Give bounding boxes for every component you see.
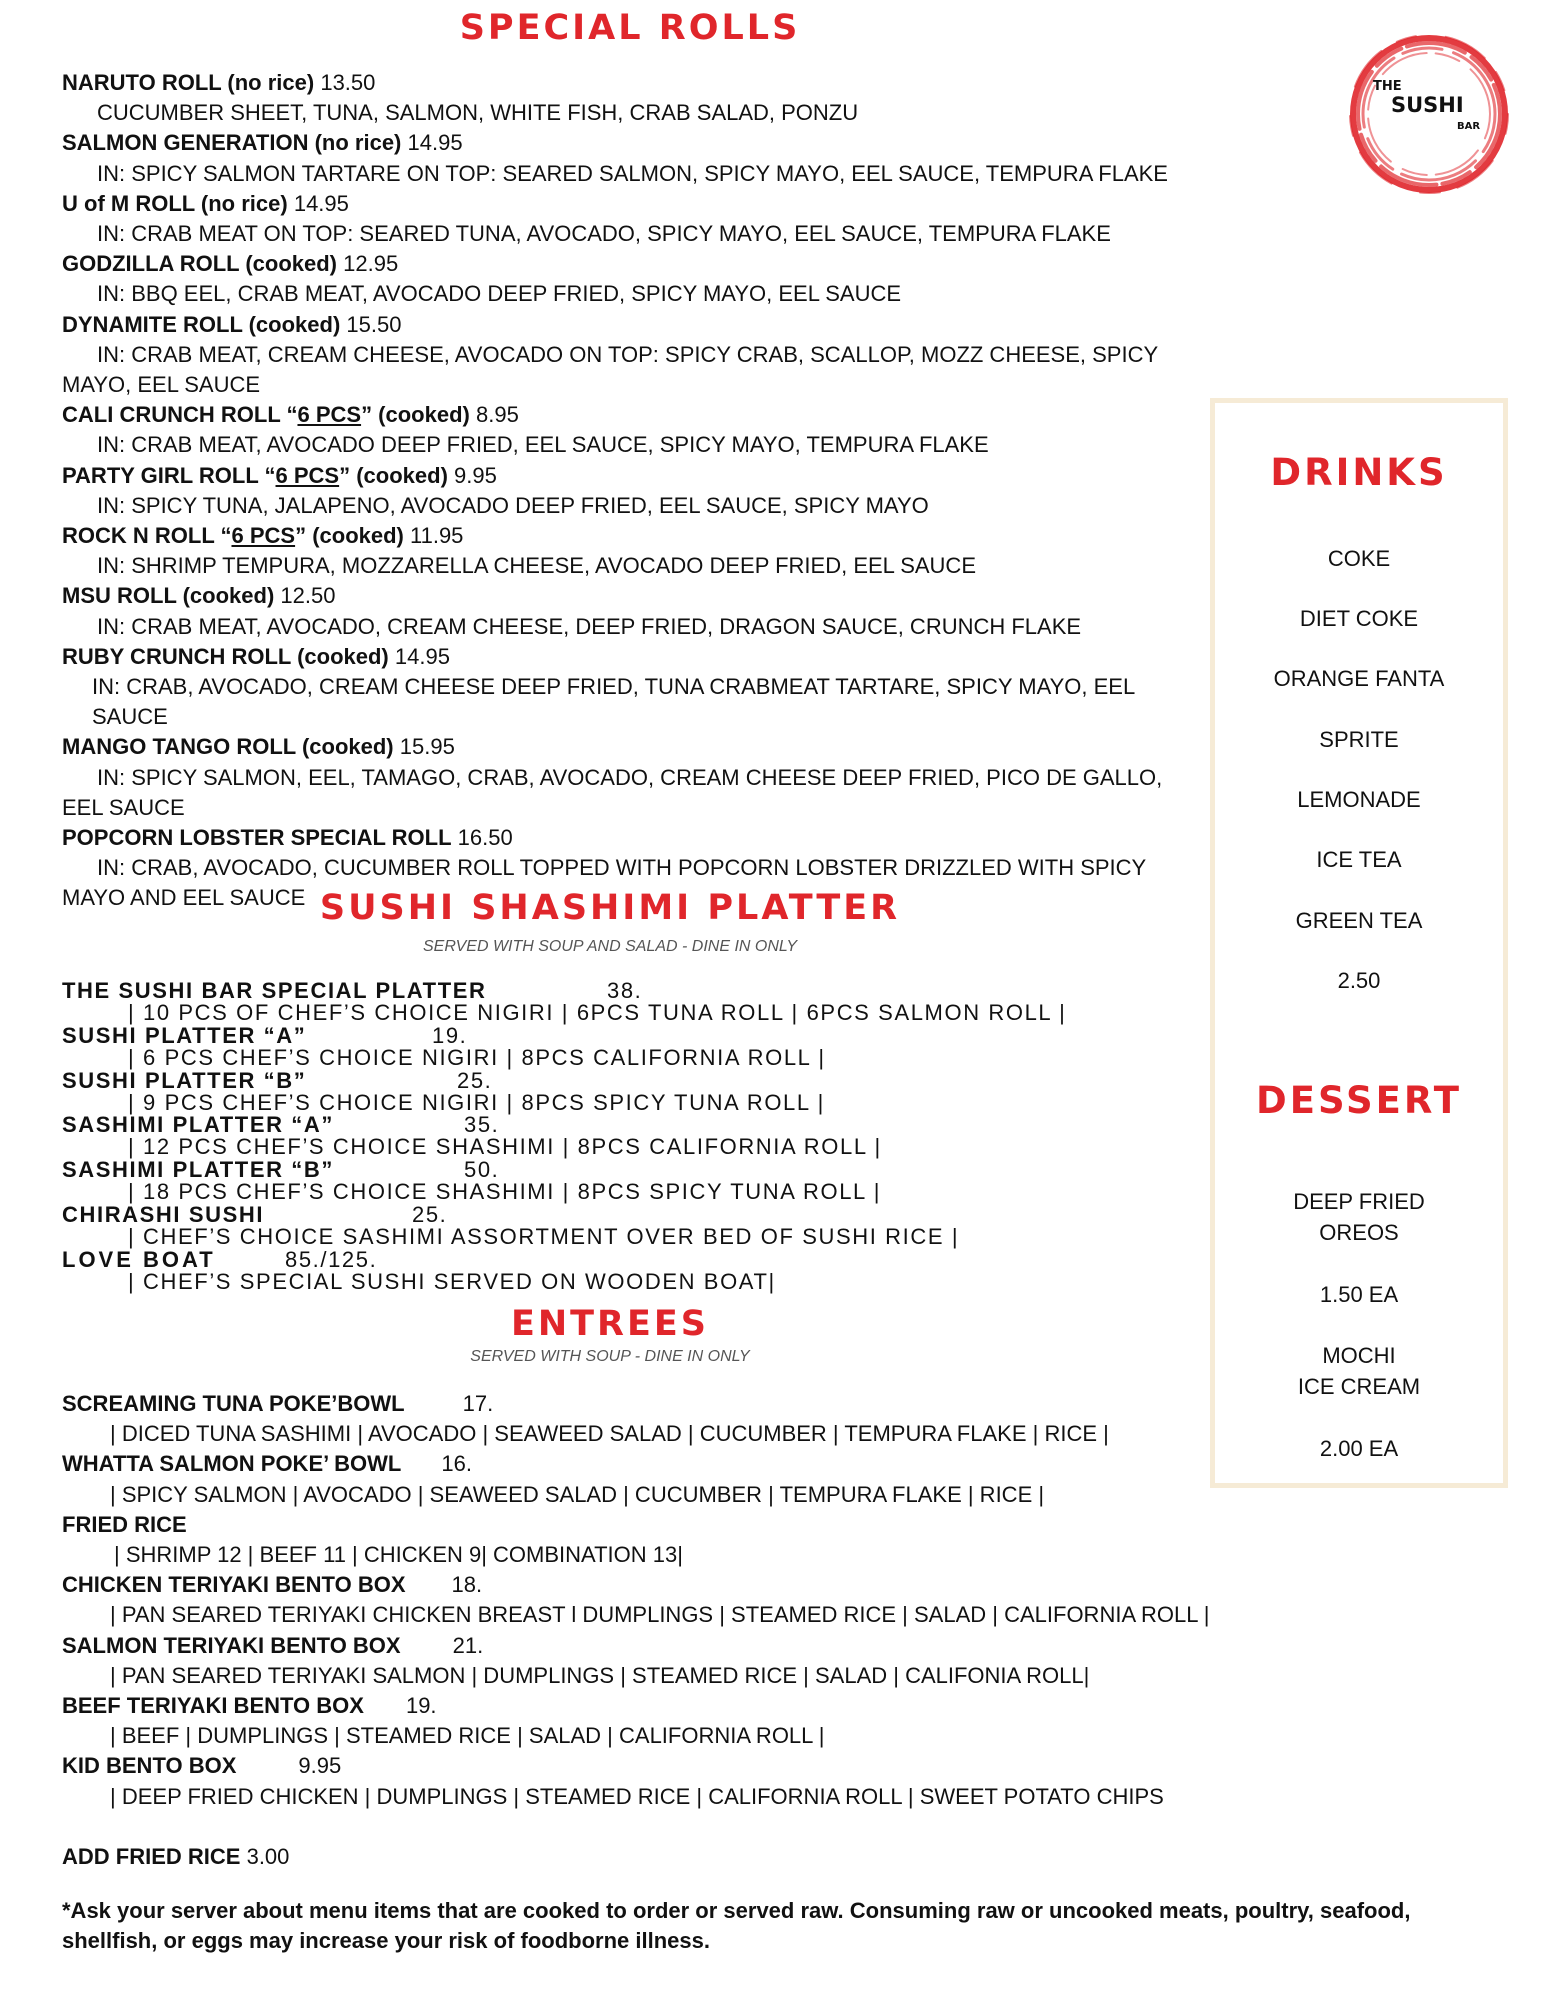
menu-item-name: CALI CRUNCH ROLL “6 PCS” (cooked) 8.95 xyxy=(62,402,519,428)
sidebar-panel xyxy=(1210,398,1508,1488)
entree-item xyxy=(62,1510,1242,1540)
menu-item-name: RUBY CRUNCH ROLL (cooked) 14.95 xyxy=(62,643,450,669)
platter-item-desc: | 10 PCS OF CHEF’S CHOICE NIGIRI | 6PCS TUNA ROLL | 6PCS SALMON ROLL | xyxy=(128,1000,1067,1025)
menu-item-desc: CUCUMBER SHEET, TUNA, SALMON, WHITE FISH, CRAB SALAD, PONZU xyxy=(97,100,859,126)
platter-item-name: SUSHI PLATTER “A” xyxy=(62,1022,307,1048)
drink-item: COKE xyxy=(1327,546,1391,571)
platter-item xyxy=(62,1157,1162,1205)
menu-item-desc: IN: BBQ EEL, CRAB MEAT, AVOCADO DEEP FRIED, SPICY MAYO, EEL SAUCE xyxy=(97,281,902,307)
menu-item-name: POPCORN LOBSTER SPECIAL ROLL 16.50 xyxy=(62,825,513,851)
drinks-title: DRINKS xyxy=(1270,451,1448,494)
menu-item-name: ROCK N ROLL “6 PCS” (cooked) 11.95 xyxy=(62,523,464,549)
footer-disclaimer: *Ask your server about menu items that are cooked to order or served raw. Consuming raw or uncooked meats, poultry, seafood, shellfish, or eggs may increase your risk of foodborne illness. xyxy=(62,1898,1411,1953)
entree-price: 19. xyxy=(405,1693,437,1719)
entree-name: BEEF TERIYAKI BENTO BOX xyxy=(62,1693,364,1719)
platter-item-name: SUSHI PLATTER “B” xyxy=(62,1067,307,1093)
entree-desc: | SHRIMP 12 | BEEF 11 | CHICKEN 9| COMBINATION 13| xyxy=(114,1542,683,1568)
add-fried-rice: ADD FRIED RICE 3.00 xyxy=(62,1843,290,1869)
menu-item-name: DYNAMITE ROLL (cooked) 15.50 xyxy=(62,311,402,337)
platter-item-desc: | 18 PCS CHEF’S CHOICE SHASHIMI | 8PCS SPICY TUNA ROLL | xyxy=(128,1179,882,1205)
special-rolls-title: SPECIAL ROLLS xyxy=(459,8,801,48)
platter-title: SUSHI SHASHIMI PLATTER xyxy=(319,888,901,928)
dessert-title: DESSERT xyxy=(1256,1079,1462,1122)
entree-item xyxy=(62,1570,1242,1600)
drink-item: GREEN TEA xyxy=(1295,908,1423,933)
drink-item: ICE TEA xyxy=(1316,847,1402,872)
menu-item-desc: IN: SPICY SALMON, EEL, TAMAGO, CRAB, AVOCADO, CREAM CHEESE DEEP FRIED, PICO DE GALLO, EEL SAUCE xyxy=(62,764,1163,820)
drink-item: ORANGE FANTA xyxy=(1273,666,1445,691)
platter-item xyxy=(62,978,1162,1023)
platter-item-price: 25. xyxy=(457,1067,493,1093)
menu-item-desc: IN: SHRIMP TEMPURA, MOZZARELLA CHEESE, AVOCADO DEEP FRIED, EEL SAUCE xyxy=(97,553,976,579)
entree-desc: | PAN SEARED TERIYAKI SALMON | DUMPLINGS | STEAMED RICE | SALAD | CALIFONIA ROLL| xyxy=(110,1662,1090,1688)
entree-name: SALMON TERIYAKI BENTO BOX xyxy=(62,1632,401,1658)
dessert-item: DEEP FRIED xyxy=(1293,1189,1425,1214)
platter-item-price: 19. xyxy=(432,1022,468,1048)
platter-item xyxy=(62,1068,1162,1113)
platter-item-desc: | 12 PCS CHEF’S CHOICE SHASHIMI | 8PCS CALIFORNIA ROLL | xyxy=(128,1134,882,1160)
platter-item-price: 38. xyxy=(607,978,643,1003)
drink-item: SPRITE xyxy=(1319,727,1399,752)
menu-item-desc: IN: CRAB, AVOCADO, CUCUMBER ROLL TOPPED WITH POPCORN LOBSTER DRIZZLED WITH SPICY MAYO AND EEL SAUCE xyxy=(62,855,1146,911)
platter-item xyxy=(62,1202,1162,1247)
entree-price: 17. xyxy=(462,1391,494,1416)
dessert-item: OREOS xyxy=(1319,1220,1399,1245)
platter-item-desc: | 6 PCS CHEF’S CHOICE NIGIRI | 8PCS CALIFORNIA ROLL | xyxy=(128,1044,826,1070)
drink-item: LEMONADE xyxy=(1297,787,1421,812)
entree-name: WHATTA SALMON POKE’ BOWL xyxy=(62,1451,402,1477)
entrees-title: ENTREES xyxy=(510,1304,710,1344)
platter-item-name: CHIRASHI SUSHI xyxy=(62,1201,265,1227)
entree-desc: | PAN SEARED TERIYAKI CHICKEN BREAST l DUMPLINGS | STEAMED RICE | SALAD | CALIFORNIA ROLL | xyxy=(110,1602,1210,1628)
entree-item xyxy=(62,1691,1242,1721)
drink-item: DIET COKE xyxy=(1299,606,1419,631)
platter-item-name: SASHIMI PLATTER “B” xyxy=(62,1157,334,1183)
entree-name: FRIED RICE xyxy=(62,1511,187,1537)
logo-text-bar: BAR xyxy=(1457,121,1481,132)
menu-item-name: PARTY GIRL ROLL “6 PCS” (cooked) 9.95 xyxy=(62,462,497,488)
drink-price: 2.50 xyxy=(1337,968,1381,993)
menu-item-desc: IN: CRAB MEAT, AVOCADO DEEP FRIED, EEL SAUCE, SPICY MAYO, TEMPURA FLAKE xyxy=(97,432,989,458)
sushi-bar-logo xyxy=(1345,30,1513,198)
platter-item-desc: | CHEF’S CHOICE SASHIMI ASSORTMENT OVER BED OF SUSHI RICE | xyxy=(128,1223,960,1249)
platter-item-price: 25. xyxy=(412,1201,448,1227)
platter-item xyxy=(62,1112,1162,1160)
platter-item-name: SASHIMI PLATTER “A” xyxy=(62,1112,334,1138)
menu-item-name: GODZILLA ROLL (cooked) 12.95 xyxy=(62,251,399,277)
entree-item xyxy=(62,1751,1242,1781)
platter-item-desc: | 9 PCS CHEF’S CHOICE NIGIRI | 8PCS SPICY TUNA ROLL | xyxy=(128,1089,825,1115)
entree-price: 21. xyxy=(452,1632,484,1658)
platter-item-desc: | CHEF’S SPECIAL SUSHI SERVED ON WOODEN BOAT| xyxy=(128,1268,776,1294)
dessert-item: ICE CREAM xyxy=(1297,1374,1421,1399)
platter-item-name: LOVE BOAT xyxy=(62,1246,216,1272)
platter-item-name: THE SUSHI BAR SPECIAL PLATTER xyxy=(62,978,487,1003)
dessert-price: 1.50 EA xyxy=(1319,1282,1399,1307)
menu-item-desc: IN: CRAB MEAT, AVOCADO, CREAM CHEESE, DEEP FRIED, DRAGON SAUCE, CRUNCH FLAKE xyxy=(97,613,1082,639)
menu-item-desc: IN: CRAB, AVOCADO, CREAM CHEESE DEEP FRIED, TUNA CRABMEAT TARTARE, SPICY MAYO, EEL SAUCE xyxy=(92,674,1135,730)
logo-text-sushi: SUSHI xyxy=(1391,93,1464,117)
entree-name: KID BENTO BOX xyxy=(62,1753,237,1779)
platter-item xyxy=(62,1247,1162,1292)
logo-text-the: THE xyxy=(1373,79,1402,94)
entree-price: 9.95 xyxy=(298,1753,342,1779)
menu-item-name: U of M ROLL (no rice) 14.95 xyxy=(62,190,349,216)
platter-item-price: 85./125. xyxy=(285,1246,378,1272)
entree-price: 16. xyxy=(441,1451,472,1477)
entree-item xyxy=(62,1449,1242,1479)
entrees-subtitle: SERVED WITH SOUP - DINE IN ONLY xyxy=(470,1348,750,1365)
entree-price: 18. xyxy=(451,1572,483,1598)
entrees-list xyxy=(62,1389,1242,1872)
entree-desc: | DEEP FRIED CHICKEN | DUMPLINGS | STEAMED RICE | CALIFORNIA ROLL | SWEET POTATO CHIPS xyxy=(110,1783,1164,1809)
entree-item xyxy=(62,1631,1242,1661)
entree-item xyxy=(62,1389,1242,1419)
dessert-item: MOCHI xyxy=(1322,1343,1396,1368)
entree-desc: | BEEF | DUMPLINGS | STEAMED RICE | SALAD | CALIFORNIA ROLL | xyxy=(110,1723,825,1749)
entree-name: SCREAMING TUNA POKE’BOWL xyxy=(62,1391,405,1416)
menu-item-desc: IN: CRAB MEAT ON TOP: SEARED TUNA, AVOCADO, SPICY MAYO, EEL SAUCE, TEMPURA FLAKE xyxy=(97,221,1111,247)
menu-item-name: SALMON GENERATION (no rice) 14.95 xyxy=(62,130,463,156)
platter-list xyxy=(62,978,1162,1292)
menu-item-desc: IN: SPICY TUNA, JALAPENO, AVOCADO DEEP FRIED, EEL SAUCE, SPICY MAYO xyxy=(97,492,929,518)
platter-subtitle: SERVED WITH SOUP AND SALAD - DINE IN ONLY xyxy=(422,938,797,955)
menu-item-name: NARUTO ROLL (no rice) 13.50 xyxy=(62,70,376,95)
menu-item-name: MANGO TANGO ROLL (cooked) 15.95 xyxy=(62,734,455,760)
entree-name: CHICKEN TERIYAKI BENTO BOX xyxy=(62,1572,406,1598)
menu-item-desc: IN: SPICY SALMON TARTARE ON TOP: SEARED SALMON, SPICY MAYO, EEL SAUCE, TEMPURA FLAKE xyxy=(97,160,1168,186)
special-rolls-list xyxy=(62,68,1202,914)
platter-item-price: 35. xyxy=(464,1112,500,1138)
menu-item-desc: IN: CRAB MEAT, CREAM CHEESE, AVOCADO ON TOP: SPICY CRAB, SCALLOP, MOZZ CHEESE, SPICY MAYO, EEL SAUCE xyxy=(62,341,1158,398)
dessert-price: 2.00 EA xyxy=(1319,1436,1399,1461)
menu-item-name: MSU ROLL (cooked) 12.50 xyxy=(62,583,336,609)
platter-item xyxy=(62,1023,1162,1068)
entree-desc: | DICED TUNA SASHIMI | AVOCADO | SEAWEED SALAD | CUCUMBER | TEMPURA FLAKE | RICE | xyxy=(110,1421,1109,1447)
platter-item-price: 50. xyxy=(464,1157,500,1183)
entree-desc: | SPICY SALMON | AVOCADO | SEAWEED SALAD | CUCUMBER | TEMPURA FLAKE | RICE | xyxy=(110,1481,1045,1507)
